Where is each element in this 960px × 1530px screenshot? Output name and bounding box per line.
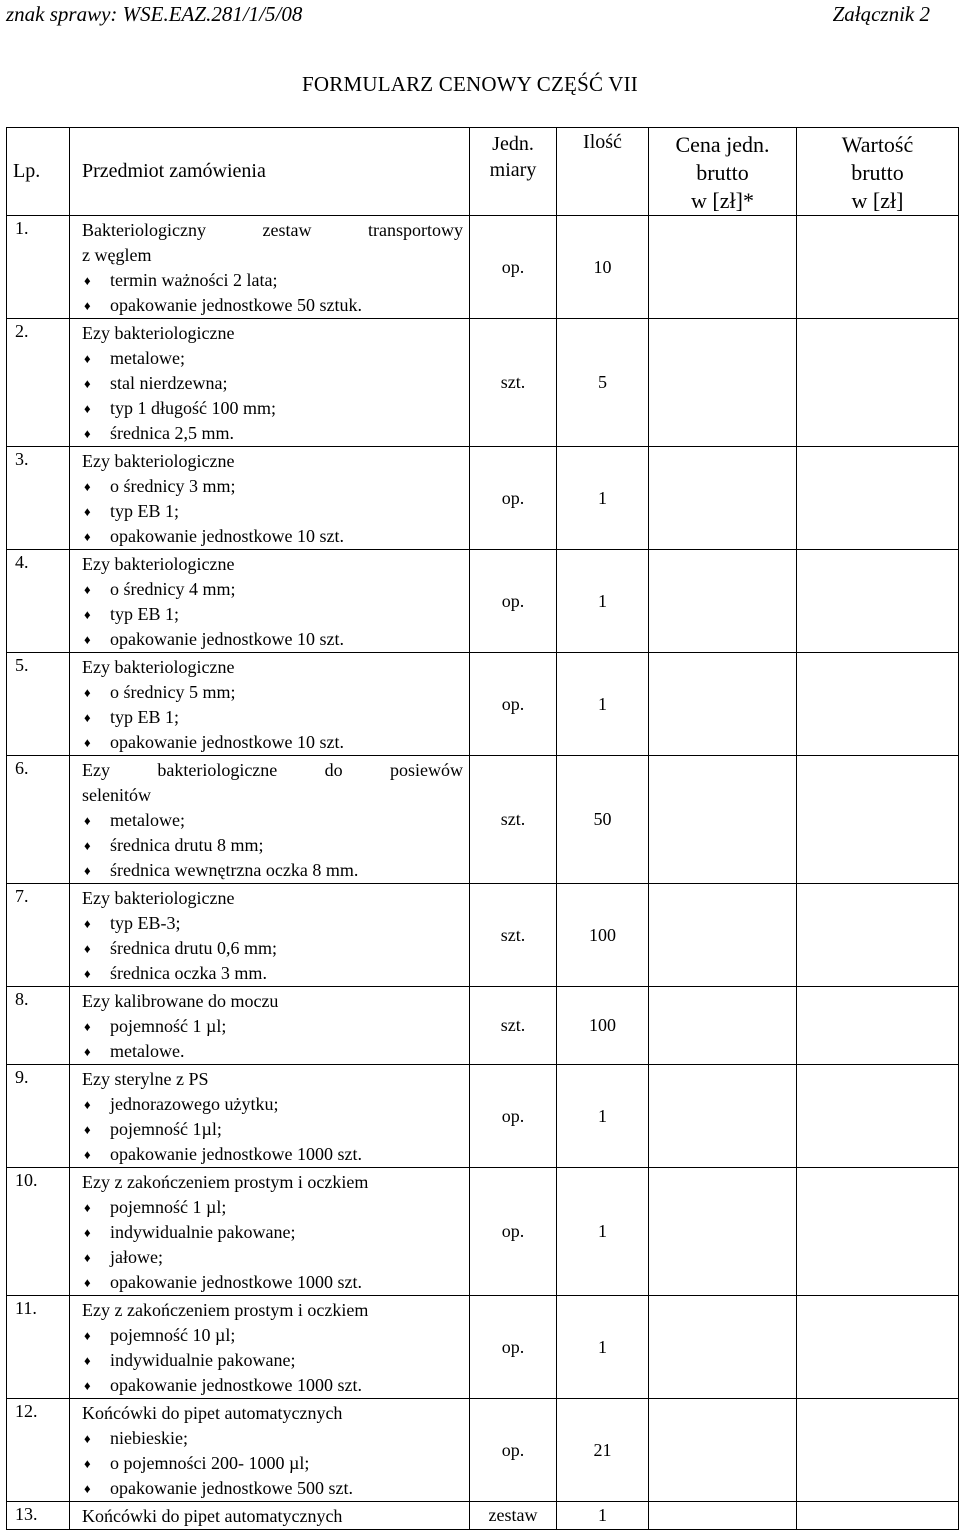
item-spec: ♦ opakowanie jednostkowe 1000 szt. bbox=[82, 1373, 463, 1398]
item-spec: ♦ typ EB 1; bbox=[82, 602, 463, 627]
item-spec-list bbox=[82, 346, 463, 446]
column-header-price bbox=[649, 128, 797, 216]
quantity: 100 bbox=[557, 884, 649, 987]
total-value-cell[interactable] bbox=[797, 1168, 959, 1296]
column-header-value-line2: brutto bbox=[851, 160, 904, 185]
item-spec: ♦ średnica drutu 0,6 mm; bbox=[82, 936, 463, 961]
item-spec: ♦ o średnicy 4 mm; bbox=[82, 577, 463, 602]
unit-price-cell[interactable] bbox=[649, 987, 797, 1065]
item-title: Ezy sterylne z PS bbox=[82, 1069, 209, 1089]
total-value-cell[interactable] bbox=[797, 550, 959, 653]
item-spec: ♦ opakowanie jednostkowe 500 szt. bbox=[82, 1476, 463, 1501]
item-description bbox=[70, 1399, 470, 1502]
item-spec: ♦ opakowanie jednostkowe 1000 szt. bbox=[82, 1270, 463, 1295]
quantity: 1 bbox=[557, 653, 649, 756]
unit-of-measure: zestaw bbox=[470, 1502, 557, 1530]
item-spec: ♦ jednorazowego użytku; bbox=[82, 1092, 463, 1117]
item-spec: ♦ pojemność 10 µl; bbox=[82, 1323, 463, 1348]
unit-price-cell[interactable] bbox=[649, 1065, 797, 1168]
row-number: 7. bbox=[7, 884, 70, 987]
item-spec: ♦ opakowanie jednostkowe 10 szt. bbox=[82, 524, 463, 549]
document-header bbox=[6, 2, 930, 30]
item-description bbox=[70, 319, 470, 447]
item-spec: ♦ o średnicy 5 mm; bbox=[82, 680, 463, 705]
table-row bbox=[7, 447, 959, 550]
item-spec: ♦ opakowanie jednostkowe 10 szt. bbox=[82, 730, 463, 755]
quantity: 50 bbox=[557, 756, 649, 884]
quantity: 1 bbox=[557, 1168, 649, 1296]
unit-of-measure: szt. bbox=[470, 319, 557, 447]
unit-price-cell[interactable] bbox=[649, 319, 797, 447]
unit-of-measure: op. bbox=[470, 1065, 557, 1168]
item-spec: ♦ pojemność 1 µl; bbox=[82, 1195, 463, 1220]
row-number: 5. bbox=[7, 653, 70, 756]
item-description bbox=[70, 1168, 470, 1296]
item-spec: ♦ indywidualnie pakowane; bbox=[82, 1220, 463, 1245]
item-spec: ♦ jałowe; bbox=[82, 1245, 463, 1270]
quantity: 5 bbox=[557, 319, 649, 447]
form-title: FORMULARZ CENOWY CZĘŚĆ VII bbox=[302, 72, 638, 96]
column-header-price-line2: brutto bbox=[696, 160, 749, 185]
row-number: 8. bbox=[7, 987, 70, 1065]
unit-of-measure: op. bbox=[470, 550, 557, 653]
row-number: 4. bbox=[7, 550, 70, 653]
unit-price-cell[interactable] bbox=[649, 550, 797, 653]
item-spec: ♦ typ 1 długość 100 mm; bbox=[82, 396, 463, 421]
table-row bbox=[7, 319, 959, 447]
item-description bbox=[70, 1296, 470, 1399]
quantity: 1 bbox=[557, 447, 649, 550]
item-spec: ♦ indywidualnie pakowane; bbox=[82, 1348, 463, 1373]
item-spec-list bbox=[82, 808, 463, 883]
row-number: 11. bbox=[7, 1296, 70, 1399]
item-spec: ♦ średnica wewnętrzna oczka 8 mm. bbox=[82, 858, 463, 883]
item-spec-list bbox=[82, 1323, 463, 1398]
unit-price-cell[interactable] bbox=[649, 884, 797, 987]
row-number: 9. bbox=[7, 1065, 70, 1168]
row-number: 2. bbox=[7, 319, 70, 447]
table-row bbox=[7, 1168, 959, 1296]
unit-of-measure: op. bbox=[470, 1168, 557, 1296]
total-value-cell[interactable] bbox=[797, 756, 959, 884]
item-spec: ♦ typ EB 1; bbox=[82, 705, 463, 730]
item-title: Ezy z zakończeniem prostym i oczkiem bbox=[82, 1300, 369, 1320]
item-spec: ♦ średnica oczka 3 mm. bbox=[82, 961, 463, 986]
item-spec: ♦ stal nierdzewna; bbox=[82, 371, 463, 396]
item-spec-list bbox=[82, 1092, 463, 1167]
item-spec: ♦ pojemność 1µl; bbox=[82, 1117, 463, 1142]
total-value-cell[interactable] bbox=[797, 1065, 959, 1168]
column-header-item: Przedmiot zamówienia bbox=[70, 128, 470, 216]
price-table bbox=[6, 127, 959, 1530]
table-header-row bbox=[7, 128, 959, 216]
table-row bbox=[7, 756, 959, 884]
item-spec-list bbox=[82, 1426, 463, 1501]
unit-price-cell[interactable] bbox=[649, 1502, 797, 1530]
column-header-value-line3: w [zł] bbox=[851, 188, 904, 213]
annex-label: Załącznik 2 bbox=[832, 2, 930, 26]
item-spec: ♦ metalowe; bbox=[82, 808, 463, 833]
unit-price-cell[interactable] bbox=[649, 216, 797, 319]
column-header-qty: Ilość bbox=[557, 128, 649, 216]
item-description bbox=[70, 550, 470, 653]
column-header-unit-line2: miary bbox=[489, 159, 537, 181]
unit-price-cell[interactable] bbox=[649, 1168, 797, 1296]
item-spec: ♦ metalowe; bbox=[82, 346, 463, 371]
column-header-unit-line1: Jedn. bbox=[492, 133, 534, 155]
item-description bbox=[70, 987, 470, 1065]
unit-of-measure: op. bbox=[470, 216, 557, 319]
row-number: 13. bbox=[7, 1502, 70, 1530]
table-row bbox=[7, 1296, 959, 1399]
column-header-price-line3: w [zł]* bbox=[691, 188, 754, 213]
total-value-cell[interactable] bbox=[797, 653, 959, 756]
item-title: Ezy kalibrowane do moczu bbox=[82, 991, 279, 1011]
total-value-cell[interactable] bbox=[797, 884, 959, 987]
item-spec-list bbox=[82, 577, 463, 652]
quantity: 1 bbox=[557, 1502, 649, 1530]
item-title: Ezy bakteriologiczne bbox=[82, 888, 235, 908]
column-header-value bbox=[797, 128, 959, 216]
quantity: 100 bbox=[557, 987, 649, 1065]
item-description bbox=[70, 884, 470, 987]
item-spec: ♦ termin ważności 2 lata; bbox=[82, 268, 463, 293]
unit-of-measure: szt. bbox=[470, 987, 557, 1065]
item-description bbox=[70, 1502, 470, 1530]
item-description bbox=[70, 653, 470, 756]
item-title: Końcówki do pipet automatycznych bbox=[82, 1403, 343, 1423]
quantity: 1 bbox=[557, 1296, 649, 1399]
item-spec: ♦ niebieskie; bbox=[82, 1426, 463, 1451]
item-description bbox=[70, 216, 470, 319]
table-row bbox=[7, 653, 959, 756]
item-title: Końcówki do pipet automatycznych bbox=[82, 1506, 343, 1526]
table-row bbox=[7, 884, 959, 987]
table-row bbox=[7, 216, 959, 319]
unit-price-cell[interactable] bbox=[649, 653, 797, 756]
total-value-cell[interactable] bbox=[797, 216, 959, 319]
item-spec-list bbox=[82, 911, 463, 986]
quantity: 1 bbox=[557, 550, 649, 653]
item-description bbox=[70, 1065, 470, 1168]
table-row bbox=[7, 1399, 959, 1502]
column-header-lp: Lp. bbox=[7, 128, 70, 216]
total-value-cell[interactable] bbox=[797, 1399, 959, 1502]
table-row bbox=[7, 1065, 959, 1168]
item-spec: ♦ średnica 2,5 mm. bbox=[82, 421, 463, 446]
unit-price-cell[interactable] bbox=[649, 756, 797, 884]
item-title: Ezy bakteriologiczne bbox=[82, 451, 235, 471]
item-description bbox=[70, 447, 470, 550]
quantity: 21 bbox=[557, 1399, 649, 1502]
item-spec: ♦ pojemność 1 µl; bbox=[82, 1014, 463, 1039]
row-number: 6. bbox=[7, 756, 70, 884]
item-title-continued: z węglem bbox=[82, 245, 152, 265]
item-spec: ♦ opakowanie jednostkowe 1000 szt. bbox=[82, 1142, 463, 1167]
table-row bbox=[7, 987, 959, 1065]
table-body bbox=[7, 216, 959, 1530]
table-row bbox=[7, 1502, 959, 1530]
item-spec-list bbox=[82, 1195, 463, 1295]
quantity: 10 bbox=[557, 216, 649, 319]
unit-of-measure: op. bbox=[470, 1399, 557, 1502]
row-number: 10. bbox=[7, 1168, 70, 1296]
item-title: Ezy bakteriologiczne bbox=[82, 554, 235, 574]
case-reference: znak sprawy: WSE.EAZ.281/1/5/08 bbox=[6, 2, 303, 26]
item-spec: ♦ opakowanie jednostkowe 10 szt. bbox=[82, 627, 463, 652]
item-title: Ezy bakteriologiczne bbox=[82, 323, 235, 343]
item-description bbox=[70, 756, 470, 884]
item-spec-list bbox=[82, 268, 463, 318]
unit-of-measure: szt. bbox=[470, 756, 557, 884]
item-spec: ♦ o średnicy 3 mm; bbox=[82, 474, 463, 499]
item-spec: ♦ o pojemności 200- 1000 µl; bbox=[82, 1451, 463, 1476]
unit-price-cell[interactable] bbox=[649, 1399, 797, 1502]
item-spec-list bbox=[82, 680, 463, 755]
total-value-cell[interactable] bbox=[797, 319, 959, 447]
row-number: 3. bbox=[7, 447, 70, 550]
item-spec: ♦ typ EB 1; bbox=[82, 499, 463, 524]
table-row bbox=[7, 550, 959, 653]
row-number: 12. bbox=[7, 1399, 70, 1502]
item-spec: ♦ metalowe. bbox=[82, 1039, 463, 1064]
item-spec-list bbox=[82, 474, 463, 549]
item-spec: ♦ typ EB-3; bbox=[82, 911, 463, 936]
total-value-cell[interactable] bbox=[797, 1296, 959, 1399]
unit-of-measure: op. bbox=[470, 447, 557, 550]
item-title: Ezy bakteriologiczne do posiewów bbox=[82, 760, 463, 780]
item-title: Ezy z zakończeniem prostym i oczkiem bbox=[82, 1172, 369, 1192]
total-value-cell[interactable] bbox=[797, 447, 959, 550]
unit-of-measure: op. bbox=[470, 653, 557, 756]
item-title: Ezy bakteriologiczne bbox=[82, 657, 235, 677]
item-spec: ♦ opakowanie jednostkowe 50 sztuk. bbox=[82, 293, 463, 318]
total-value-cell[interactable] bbox=[797, 987, 959, 1065]
row-number: 1. bbox=[7, 216, 70, 319]
unit-of-measure: op. bbox=[470, 1296, 557, 1399]
unit-price-cell[interactable] bbox=[649, 447, 797, 550]
column-header-price-line1: Cena jedn. bbox=[675, 132, 770, 157]
quantity: 1 bbox=[557, 1065, 649, 1168]
item-spec: ♦ średnica drutu 8 mm; bbox=[82, 833, 463, 858]
item-title-continued: selenitów bbox=[82, 785, 151, 805]
unit-of-measure: szt. bbox=[470, 884, 557, 987]
item-title: Bakteriologiczny zestaw transportowy bbox=[82, 220, 463, 240]
item-spec-list bbox=[82, 1014, 463, 1064]
column-header-unit bbox=[470, 128, 557, 216]
column-header-value-line1: Wartość bbox=[841, 132, 914, 157]
unit-price-cell[interactable] bbox=[649, 1296, 797, 1399]
total-value-cell[interactable] bbox=[797, 1502, 959, 1530]
